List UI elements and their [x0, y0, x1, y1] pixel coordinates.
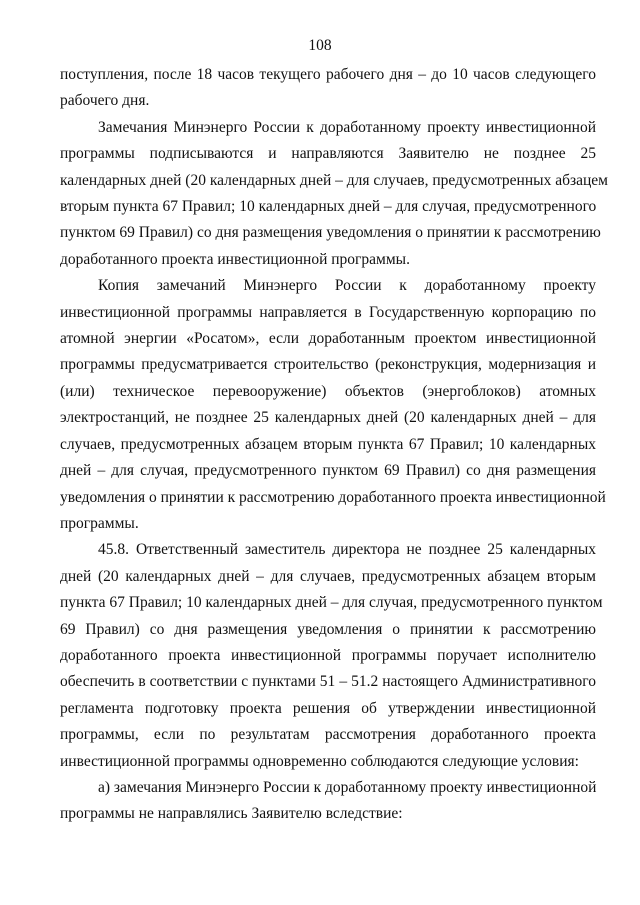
text-line: пунктом 69 Правил) со дня размещения уведомления о принятии к рассмотрению [60, 224, 601, 242]
text-line: пункта 67 Правил; 10 календарных дней – для случая, предусмотренного пунктом [60, 594, 603, 612]
text-line: (или) техническое перевооружение) объектов (энергоблоков) атомных [60, 382, 596, 400]
text-line: регламента подготовку проекта решения об утверждении инвестиционной [60, 699, 596, 717]
text-line: программы. [60, 514, 139, 532]
text-line: инвестиционной программы направляется в Государственную корпорацию по [60, 303, 596, 321]
text-line: рабочего дня. [60, 92, 150, 110]
text-line: поступления, после 18 часов текущего рабочего дня – до 10 часов следующего [60, 66, 596, 83]
text-line: электростанций, не позднее 25 календарных дней (20 календарных дней – для [60, 409, 596, 427]
text-line: инвестиционной программы одновременно соблюдаются следующие условия: [60, 752, 579, 770]
text-line: обеспечить в соответствии с пунктами 51 – 51.2 настоящего Административного [60, 673, 596, 691]
paragraph-5 [60, 775, 596, 828]
text-line: программы не направлялись Заявителю вследствие: [60, 805, 403, 823]
text-line: а) замечания Минэнерго России к доработанному проекту инвестиционной [98, 778, 597, 796]
paragraph-3 [60, 273, 606, 537]
paragraph-4 [60, 537, 603, 775]
text-line: Копия замечаний Минэнерго России к доработанному проекту [98, 277, 596, 295]
page-number: 108 [308, 37, 332, 54]
text-line: 69 Правил) со дня размещения уведомления о принятии к рассмотрению [60, 620, 596, 638]
text-line: программы, если по результатам рассмотрения доработанного проекта [60, 726, 596, 744]
paragraph-1 [60, 62, 596, 115]
text-line: доработанного проекта инвестиционной программы поручает исполнителю [60, 646, 596, 664]
text-line: 45.8. Ответственный заместитель директора не позднее 25 календарных [98, 541, 596, 559]
text-line: дней – для случая, предусмотренного пунктом 69 Правил) со дня размещения [60, 462, 596, 480]
text-line: атомной энергии «Росатом», если доработанным проектом инвестиционной [60, 330, 596, 348]
document-body [60, 62, 608, 828]
text-line: случаев, предусмотренных абзацем вторым пункта 67 Правил; 10 календарных [60, 435, 596, 453]
text-line: программы предусматривается строительство (реконструкция, модернизация и [60, 356, 596, 374]
text-line: уведомления о принятии к рассмотрению доработанного проекта инвестиционной [60, 488, 606, 506]
paragraph-2 [60, 115, 608, 273]
text-line: программы подписываются и направляются Заявителю не позднее 25 [60, 145, 596, 163]
text-line: вторым пункта 67 Правил; 10 календарных дней – для случая, предусмотренного [60, 198, 597, 216]
text-line: дней (20 календарных дней – для случаев, предусмотренных абзацем вторым [60, 567, 596, 585]
text-line: Замечания Минэнерго России к доработанному проекту инвестиционной [98, 118, 596, 136]
text-line: календарных дней (20 календарных дней – для случаев, предусмотренных абзацем [60, 171, 608, 189]
text-line: доработанного проекта инвестиционной программы. [60, 250, 410, 268]
